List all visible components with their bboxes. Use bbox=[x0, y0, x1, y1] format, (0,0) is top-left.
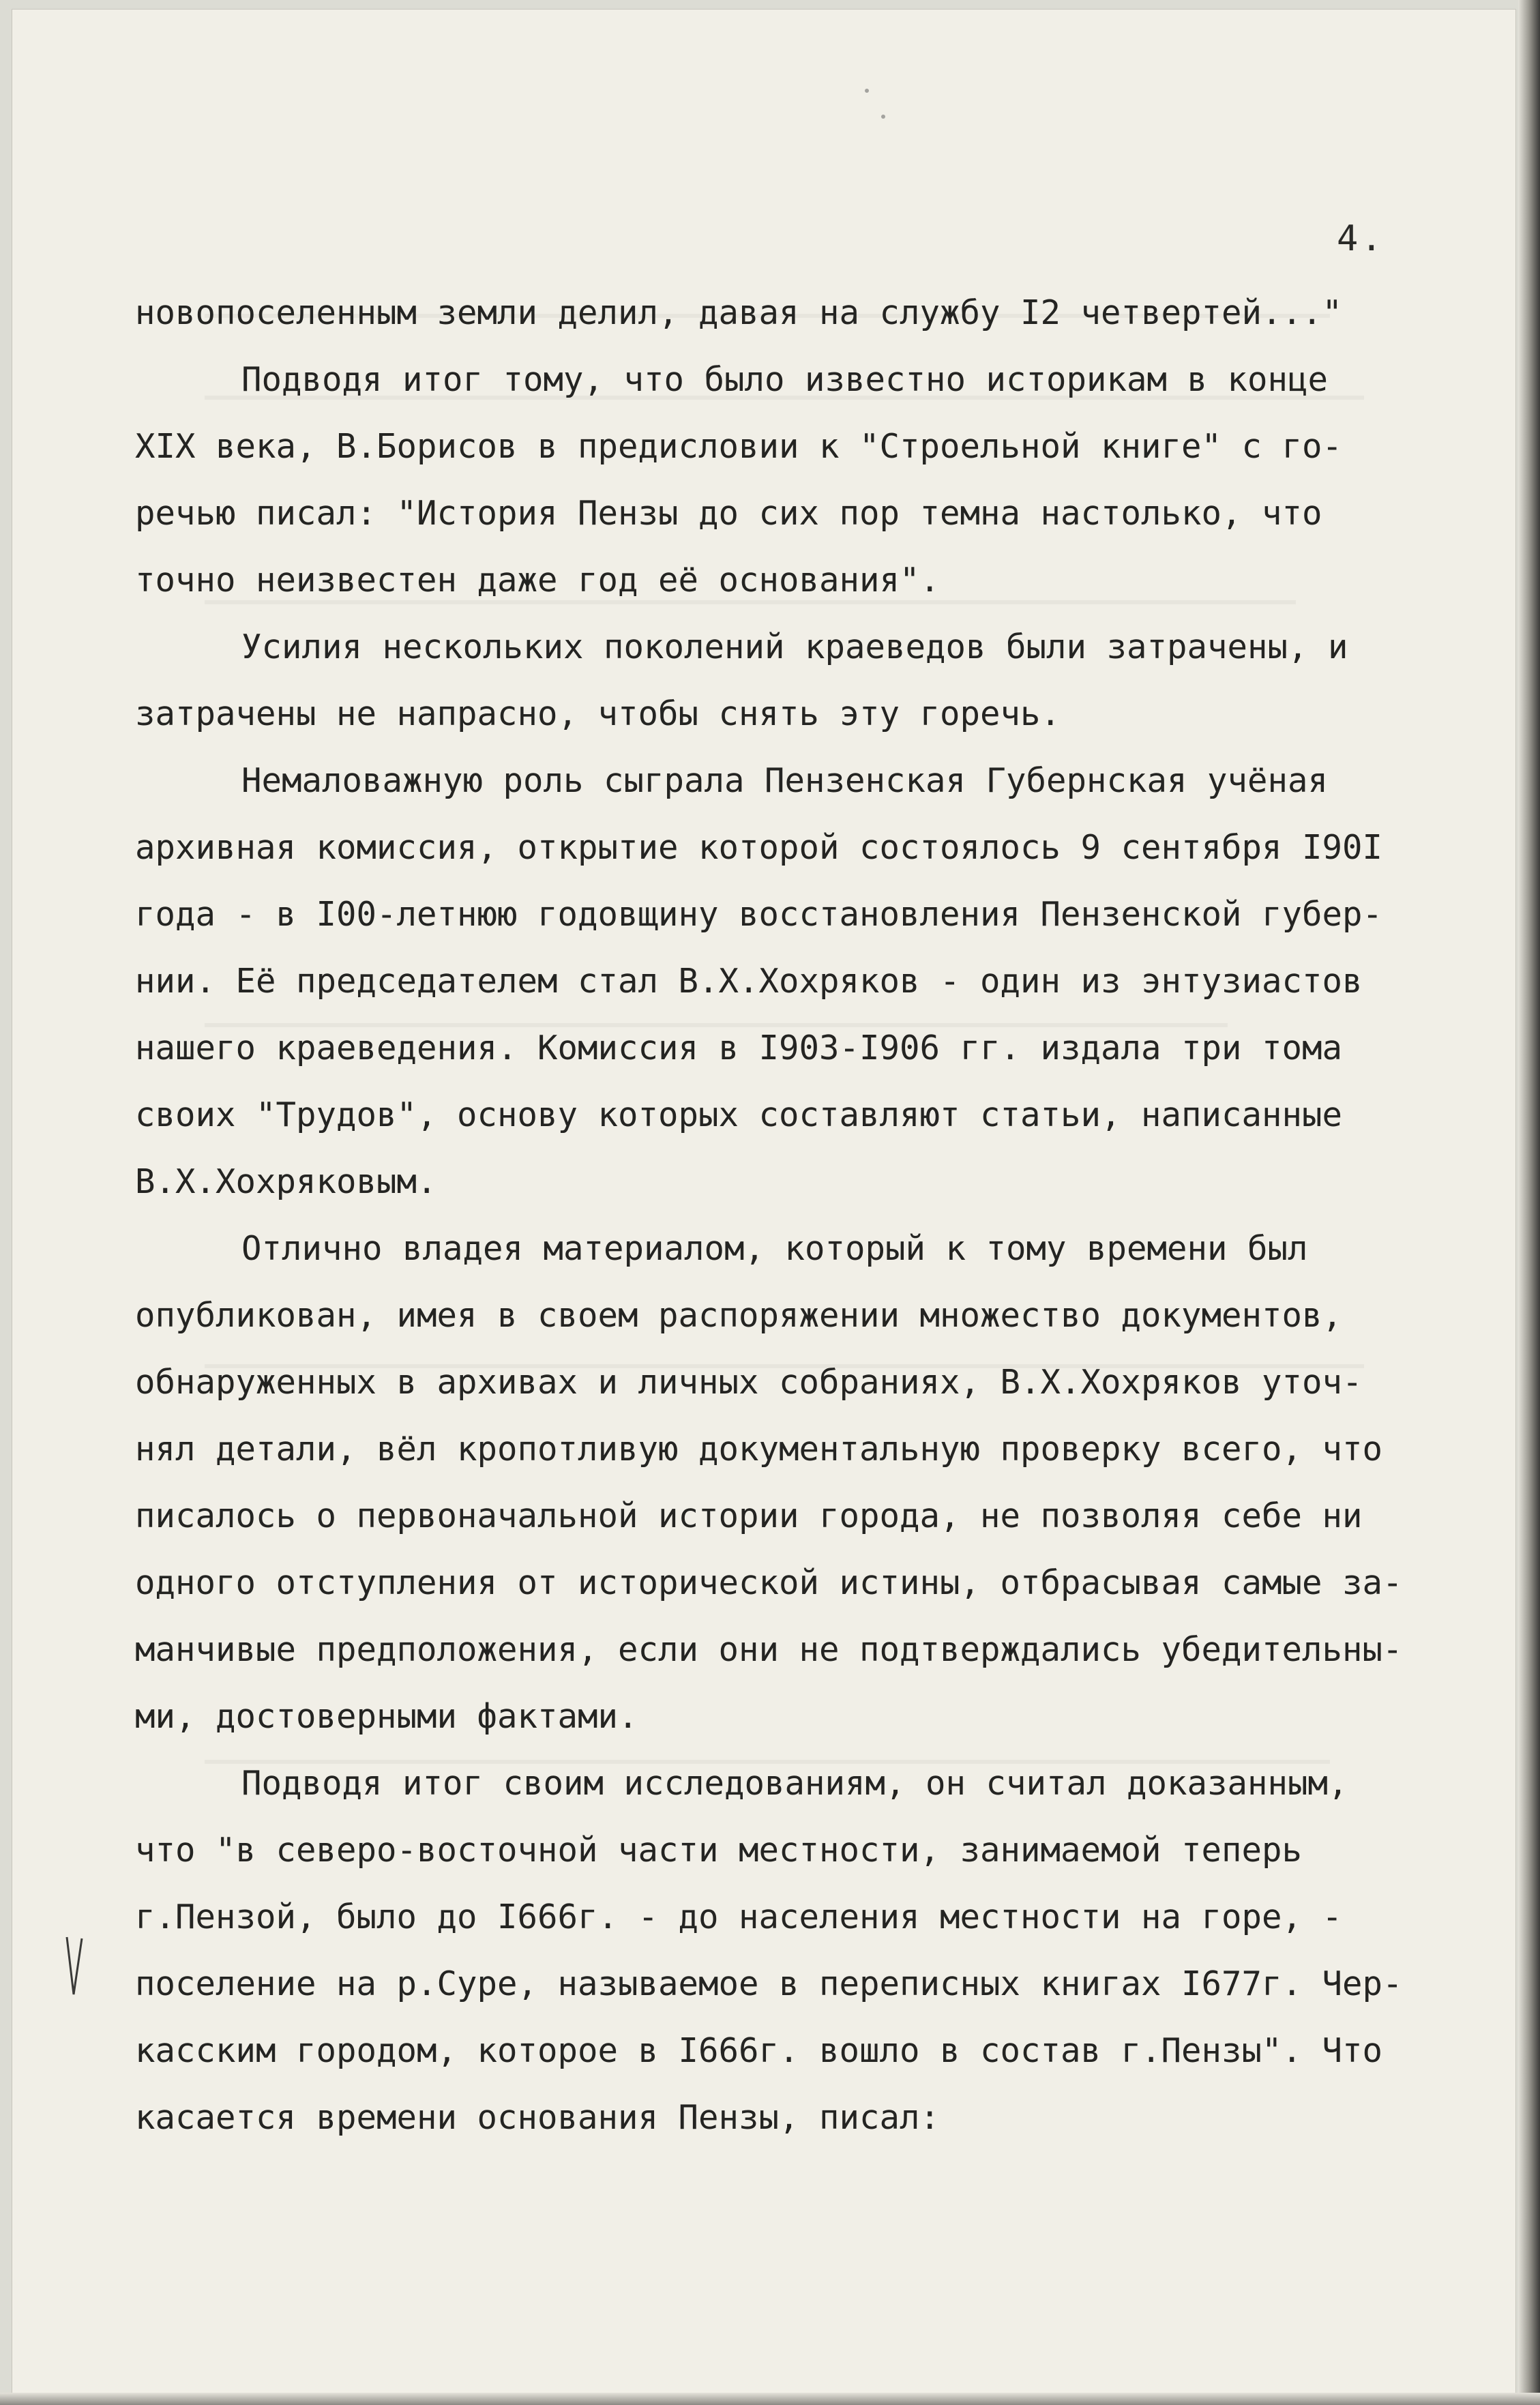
text-line: Усилия нескольких поколений краеведов были затрачены, и bbox=[241, 628, 1348, 666]
text-line: нашего краеведения. Комиссия в I903-I906 гг. издала три тома bbox=[135, 1029, 1343, 1067]
text-line: XIX века, В.Борисов в предисловии к "Строельной книге" с го- bbox=[135, 427, 1343, 466]
text-line: речью писал: "История Пензы до сих пор темна настолько, что bbox=[135, 494, 1322, 533]
paper-speck bbox=[881, 115, 885, 119]
text-line: поселение на р.Суре, называемое в переписных книгах I677г. Чер- bbox=[135, 1964, 1403, 2003]
paper-speck bbox=[865, 89, 869, 93]
text-line: г.Пензой, было до I666г. - до населения местности на горе, - bbox=[135, 1898, 1343, 1936]
text-line: новопоселенным земли делил, давая на службу I2 четвертей..." bbox=[135, 293, 1343, 332]
text-line: В.Х.Хохряковым. bbox=[135, 1162, 437, 1201]
text-line: нии. Её председателем стал В.Х.Хохряков - один из энтузиастов bbox=[135, 962, 1363, 1001]
text-line: своих "Трудов", основу которых составляют статьи, написанные bbox=[135, 1095, 1343, 1134]
text-line: Подводя итог тому, что было известно историкам в конце bbox=[241, 360, 1329, 399]
body-text bbox=[135, 280, 1445, 2151]
text-line: архивная комиссия, открытие которой состоялось 9 сентября I90I bbox=[135, 828, 1383, 867]
text-line: нял детали, вёл кропотливую документальную проверку всего, что bbox=[135, 1430, 1383, 1469]
text-line: касается времени основания Пензы, писал: bbox=[135, 2098, 941, 2137]
text-line: затрачены не напрасно, чтобы снять эту горечь. bbox=[135, 694, 1061, 733]
text-line: года - в I00-летнюю годовщину восстановления Пензенской губер- bbox=[135, 895, 1383, 934]
scan-edge-bottom bbox=[0, 2393, 1540, 2405]
text-line: ми, достоверными фактами. bbox=[135, 1697, 638, 1736]
text-line: обнаруженных в архивах и личных собраниях, В.Х.Хохряков уточ- bbox=[135, 1363, 1363, 1402]
text-line: Подводя итог своим исследованиям, он считал доказанным, bbox=[241, 1764, 1348, 1803]
text-line: одного отступления от исторической истины, отбрасывая самые за- bbox=[135, 1563, 1403, 1602]
margin-pencil-mark bbox=[65, 1936, 85, 1997]
text-line: Немаловажную роль сыграла Пензенская Губернская учёная bbox=[241, 761, 1329, 800]
page-number: 4. bbox=[1337, 218, 1385, 259]
text-line: Отлично владея материалом, который к тому времени был bbox=[241, 1229, 1308, 1268]
text-line: касским городом, которое в I666г. вошло в состав г.Пензы". Что bbox=[135, 2031, 1383, 2070]
text-line: манчивые предположения, если они не подтверждались убедительны- bbox=[135, 1630, 1403, 1669]
text-line: точно неизвестен даже год её основания". bbox=[135, 561, 941, 600]
scan-edge-right bbox=[1518, 0, 1540, 2405]
text-line: что "в северо-восточной части местности, занимаемой теперь bbox=[135, 1831, 1303, 1870]
text-line: опубликован, имея в своем распоряжении множество документов, bbox=[135, 1296, 1343, 1335]
text-line: писалось о первоначальной истории города, не позволяя себе ни bbox=[135, 1496, 1363, 1535]
